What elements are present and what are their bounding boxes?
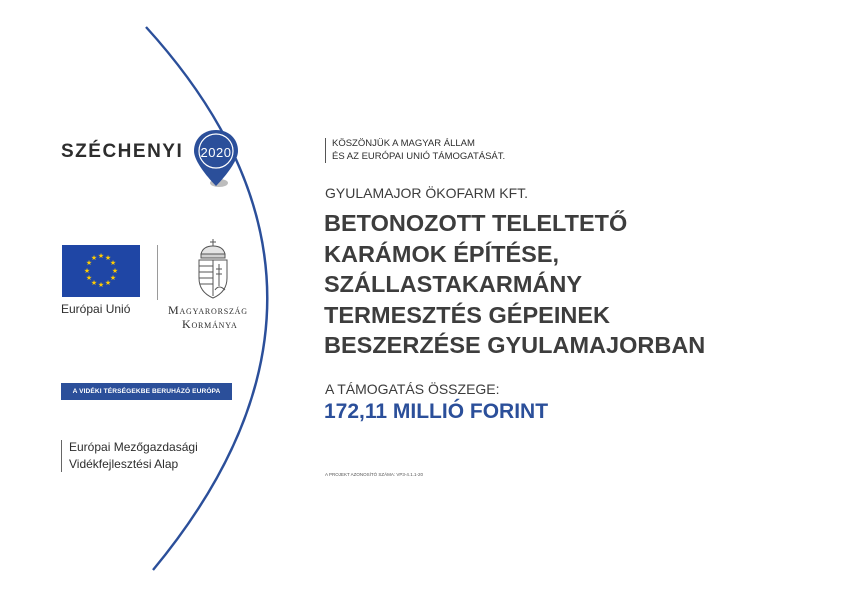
svg-text:★: ★ (104, 254, 112, 262)
svg-text:★: ★ (85, 259, 93, 267)
thanks-divider (325, 138, 326, 163)
szechenyi-year: 2020 (200, 145, 232, 160)
thanks-line2: ÉS AZ EURÓPAI UNIÓ TÁMOGATÁSÁT. (332, 151, 506, 162)
project-title-line: SZÁLLASTAKARMÁNY (324, 271, 583, 297)
eu-flag-icon (62, 245, 140, 297)
svg-text:★: ★ (90, 279, 98, 287)
fund-name-line1: Európai Mezőgazdasági (69, 440, 198, 454)
project-title-line: BETONOZOTT TELELTETŐ (324, 210, 628, 236)
svg-text:★: ★ (97, 252, 105, 260)
beneficiary-name: GYULAMAJOR ÖKOFARM KFT. (325, 185, 529, 201)
svg-text:★: ★ (109, 274, 117, 282)
thanks-line1: KÖSZÖNJÜK A MAGYAR ÁLLAM (332, 138, 475, 149)
support-amount-label: A TÁMOGATÁS ÖSSZEGE: (325, 381, 500, 397)
investing-europe-banner: A VIDÉKI TÉRSÉGEKBE BERUHÁZÓ EURÓPA (61, 383, 232, 400)
project-title-line: BESZERZÉSE GYULAMAJORBAN (324, 332, 706, 358)
svg-text:★: ★ (111, 267, 119, 275)
svg-text:★: ★ (83, 267, 91, 275)
logo-divider (157, 245, 158, 300)
hungarian-crest-icon (195, 238, 231, 300)
svg-text:★: ★ (104, 279, 112, 287)
fund-divider (61, 440, 62, 472)
government-label-line2: Kormánya (182, 317, 238, 331)
project-title-line: TERMESZTÉS GÉPEINEK (324, 301, 610, 328)
fund-name-line2: Vidékfejlesztési Alap (69, 457, 179, 471)
project-title (324, 208, 804, 361)
project-title-line: KARÁMOK ÉPÍTÉSE, (324, 240, 560, 267)
szechenyi-logo-text: SZÉCHENYI (61, 141, 184, 162)
svg-text:★: ★ (85, 274, 93, 282)
svg-text:★: ★ (109, 259, 117, 267)
eu-label: Európai Unió (61, 302, 131, 316)
szechenyi-pin-icon (193, 128, 241, 192)
svg-text:★: ★ (90, 254, 98, 262)
support-amount-value: 172,11 MILLIÓ FORINT (324, 400, 549, 423)
government-label-line1: Magyarország (168, 303, 248, 317)
project-id: A PROJEKT AZONOSÍTÓ SZÁMA: VP3-4.1.1-20 (325, 472, 423, 477)
svg-text:★: ★ (97, 281, 105, 289)
